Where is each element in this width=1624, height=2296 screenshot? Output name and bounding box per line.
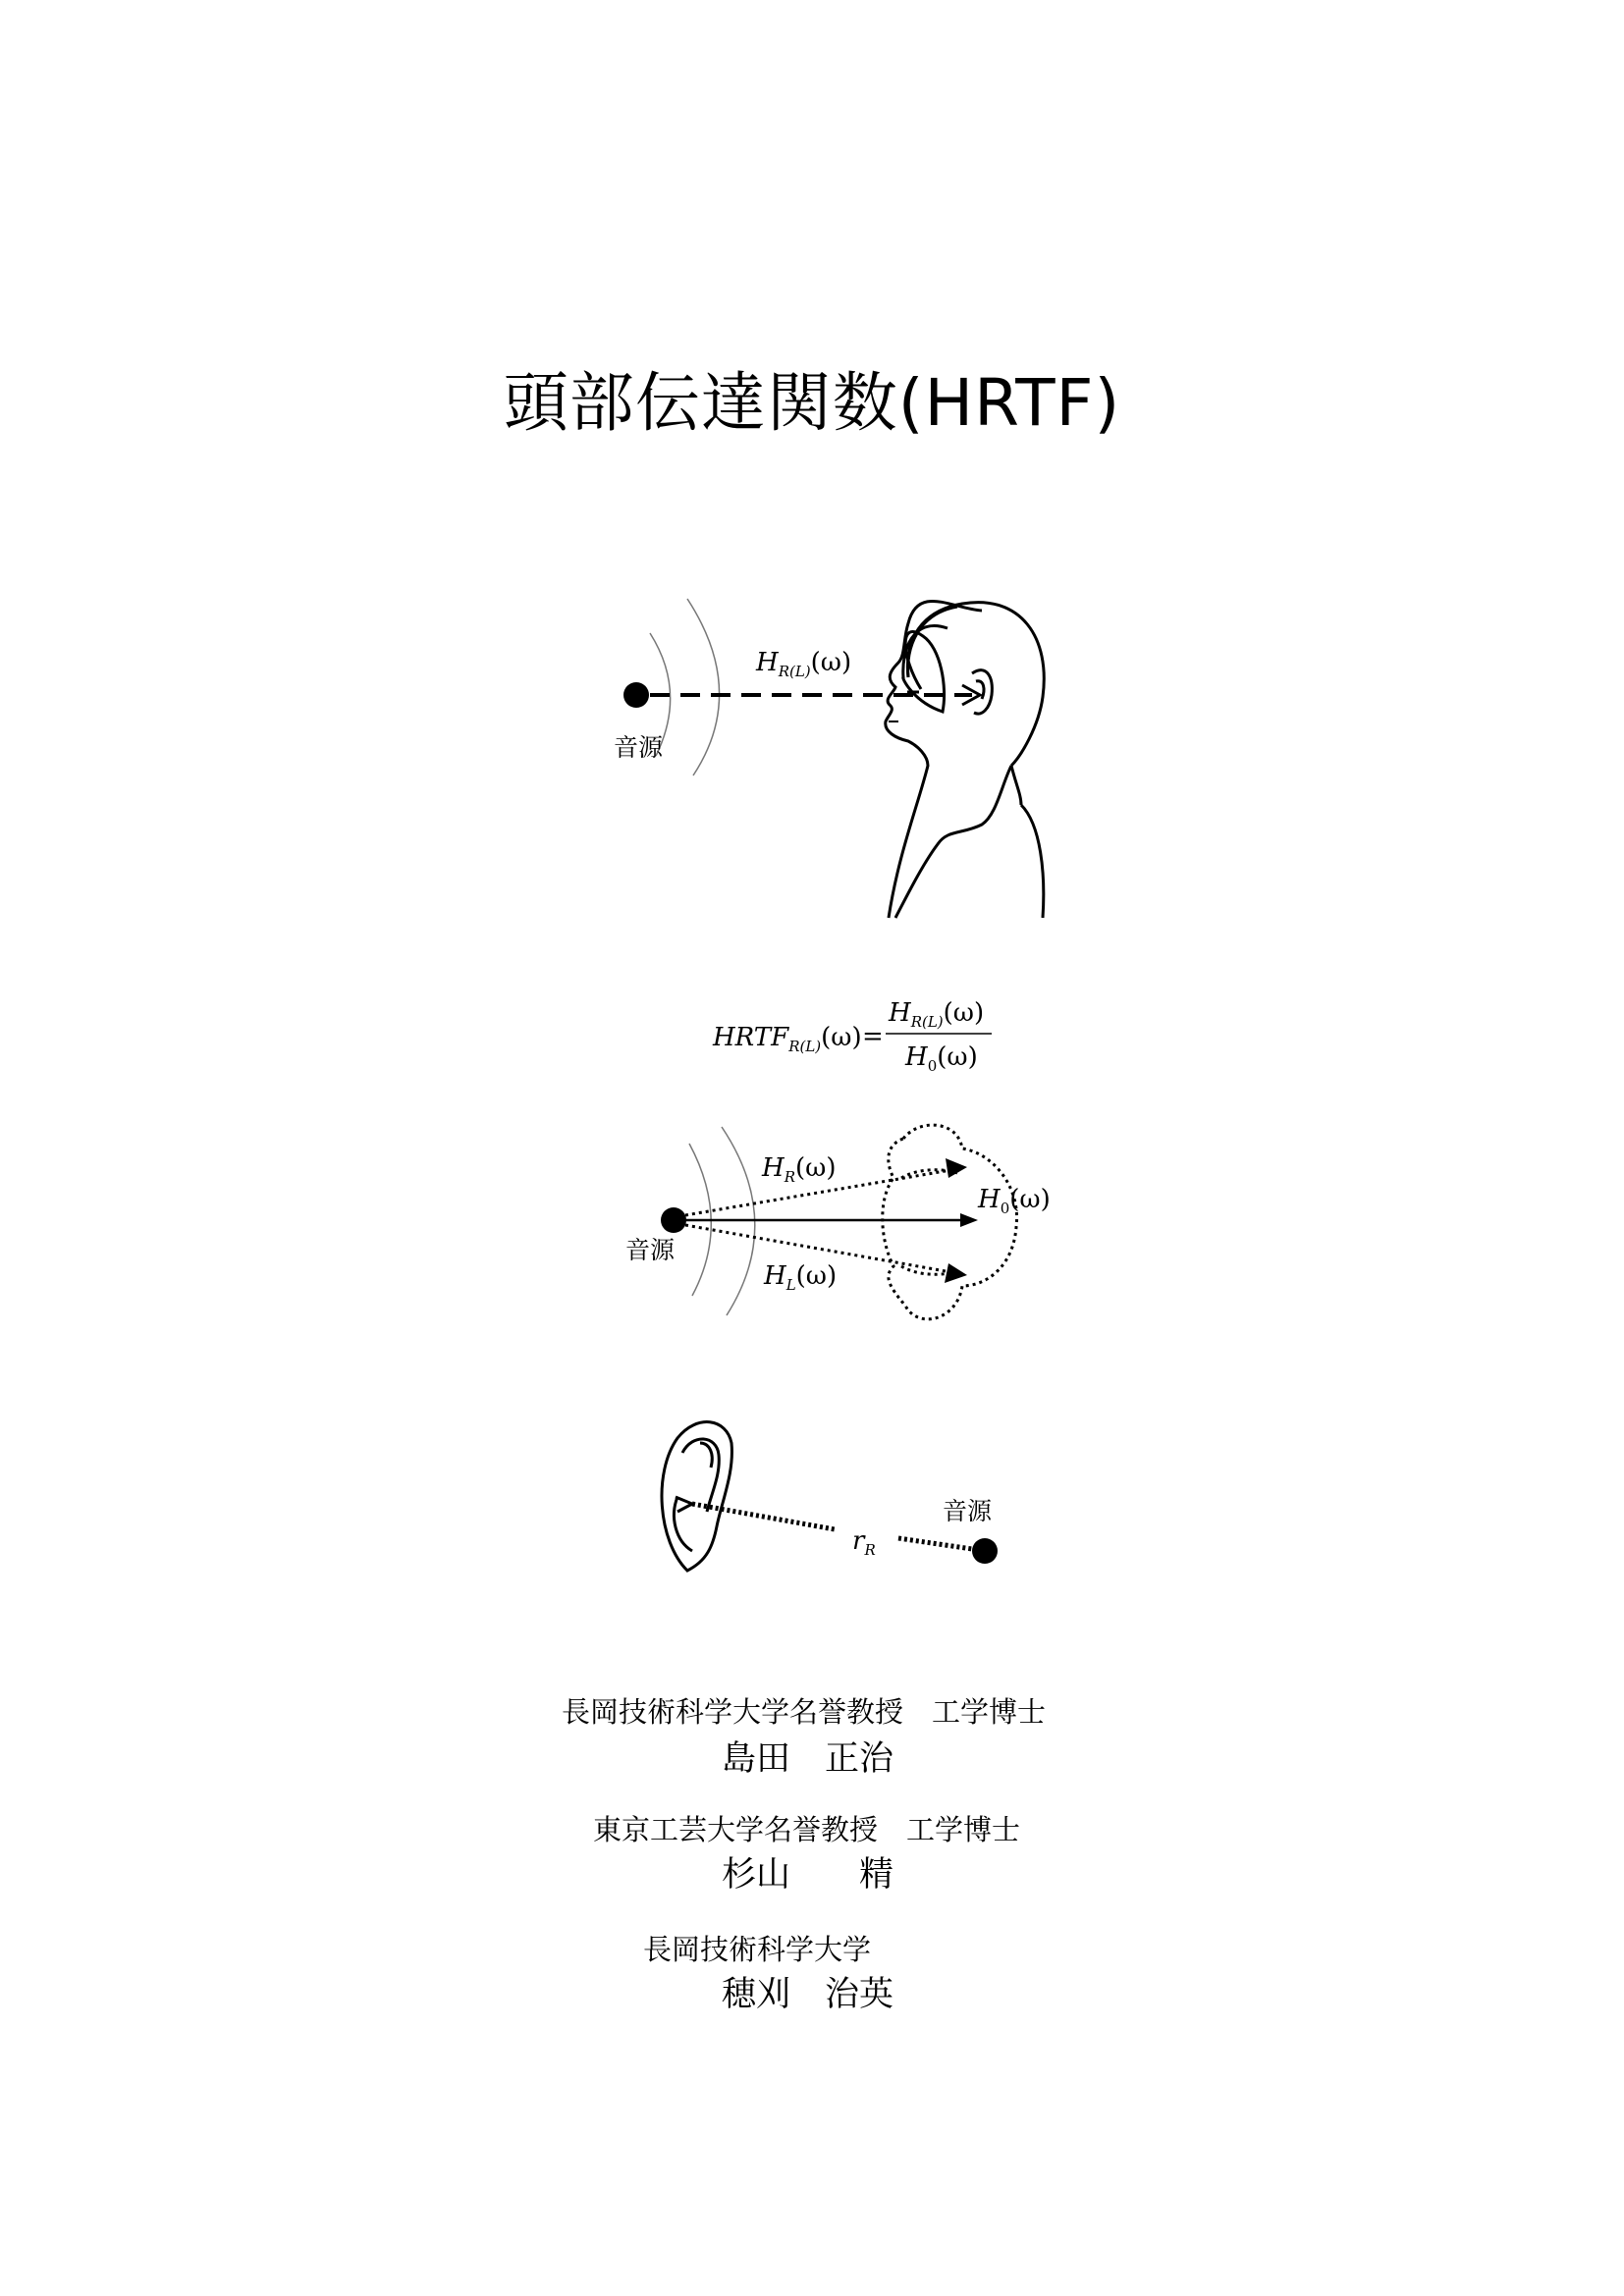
- ear-distance-figure: [662, 1422, 998, 1571]
- hr-label: $H_R(\omega)$: [762, 1153, 837, 1186]
- sound-source-label: 音源: [614, 733, 664, 762]
- svg-text:HRTFR(L)(ω): $HRTF_{R(L)}(\omega)$: [713, 1023, 862, 1055]
- author-name: 島田 正治: [722, 1739, 894, 1779]
- sound-source-label: 音源: [625, 1236, 676, 1264]
- transfer-function-label: $H_{R(L)}(\omega)$: [756, 648, 852, 680]
- distance-label: $r_R$: [852, 1526, 876, 1559]
- head-top-outline-icon: [883, 1125, 1017, 1319]
- hrtf-equation: [712, 998, 992, 1075]
- author-affiliation: 長岡技術科学大学名誉教授 工学博士: [562, 1695, 1047, 1729]
- ear-icon: [662, 1422, 731, 1571]
- author-name: 杉山 精: [722, 1855, 894, 1895]
- author-affiliation: 長岡技術科学大学: [643, 1933, 872, 1966]
- sound-source-label: 音源: [943, 1497, 993, 1525]
- page-title: 頭部伝達関数(HRTF): [503, 365, 1121, 441]
- sound-source-dot: [623, 682, 649, 708]
- svg-text:=: =: [862, 1022, 884, 1051]
- sound-source-dot: [972, 1538, 998, 1564]
- sound-source-dot: [661, 1207, 686, 1233]
- svg-text:HR(L)(ω): $H_{R(L)}(\omega)$: [889, 998, 985, 1031]
- h0-label: $H_0(\omega)$: [978, 1185, 1051, 1217]
- top-view-figure: [625, 1125, 1051, 1319]
- author-name: 穂刈 治英: [722, 1975, 894, 2014]
- svg-text:H0(ω): $H_0(\omega)$: [905, 1042, 978, 1075]
- head-silhouette-icon: [886, 601, 1044, 918]
- author-affiliation: 東京工芸大学名誉教授 工学博士: [593, 1813, 1021, 1846]
- hl-label: $H_L(\omega)$: [764, 1261, 838, 1294]
